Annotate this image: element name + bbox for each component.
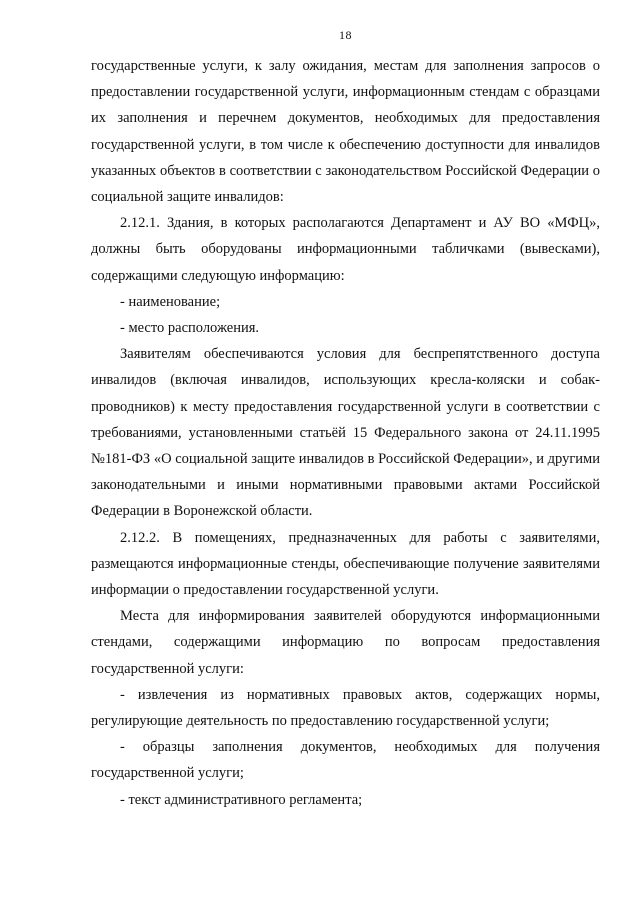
list-item-name: - наименование; — [120, 293, 221, 310]
list-item-extracts: - извлечения из нормативных правовых актов, содержащих нормы, регулирующие деятельность по предоставлению государственной услуги; — [91, 686, 600, 730]
page-number: 18 — [339, 28, 352, 42]
paragraph-2-12-1: 2.12.1. Здания, в которых располагаются Департамент и АУ ВО «МФЦ», должны быть оборудованы информационными табличками (вывесками), содержащими следующую информацию: — [91, 215, 600, 284]
paragraph-info-stands: Места для информирования заявителей оборудуются информационными стендами, содержащими информацию по вопросам предоставления государственной услуги: — [91, 608, 600, 677]
paragraph-facilities-continuation: государственные услуги, к залу ожидания, местам для заполнения запросов о предоставлении государственной услуги, информационным стендам с образцами их заполнения и перечнем документов, необходимых для предоставления государственной услуги, в том числе к обеспечению доступности для инвалидов указанных объектов в соответствии с законодательством Российской Федерации о социальной защите инвалидов: — [91, 58, 600, 206]
paragraph-accessibility: Заявителям обеспечиваются условия для беспрепятственного доступа инвалидов (включая инвалидов, использующих кресла-коляски и собак-проводников) к месту предоставления государственной услуги в соответствии с требованиями, установленными статьёй 15 Федерального закона от 24.11.1995 №181-ФЗ «О социальной защите инвалидов в Российской Федерации», и другими законодательными и иными нормативными правовыми актами Российской Федерации в Воронежской области. — [91, 346, 600, 520]
paragraph-2-12-2: 2.12.2. В помещениях, предназначенных для работы с заявителями, размещаются информационные стенды, обеспечивающие получение заявителями информации о предоставлении государственной услуги. — [91, 529, 600, 599]
list-item-location: - место расположения. — [120, 320, 260, 337]
list-item-samples: - образцы заполнения документов, необходимых для получения государственной услуги; — [91, 739, 600, 782]
list-item-regulation-text: - текст административного регламента; — [120, 791, 363, 808]
